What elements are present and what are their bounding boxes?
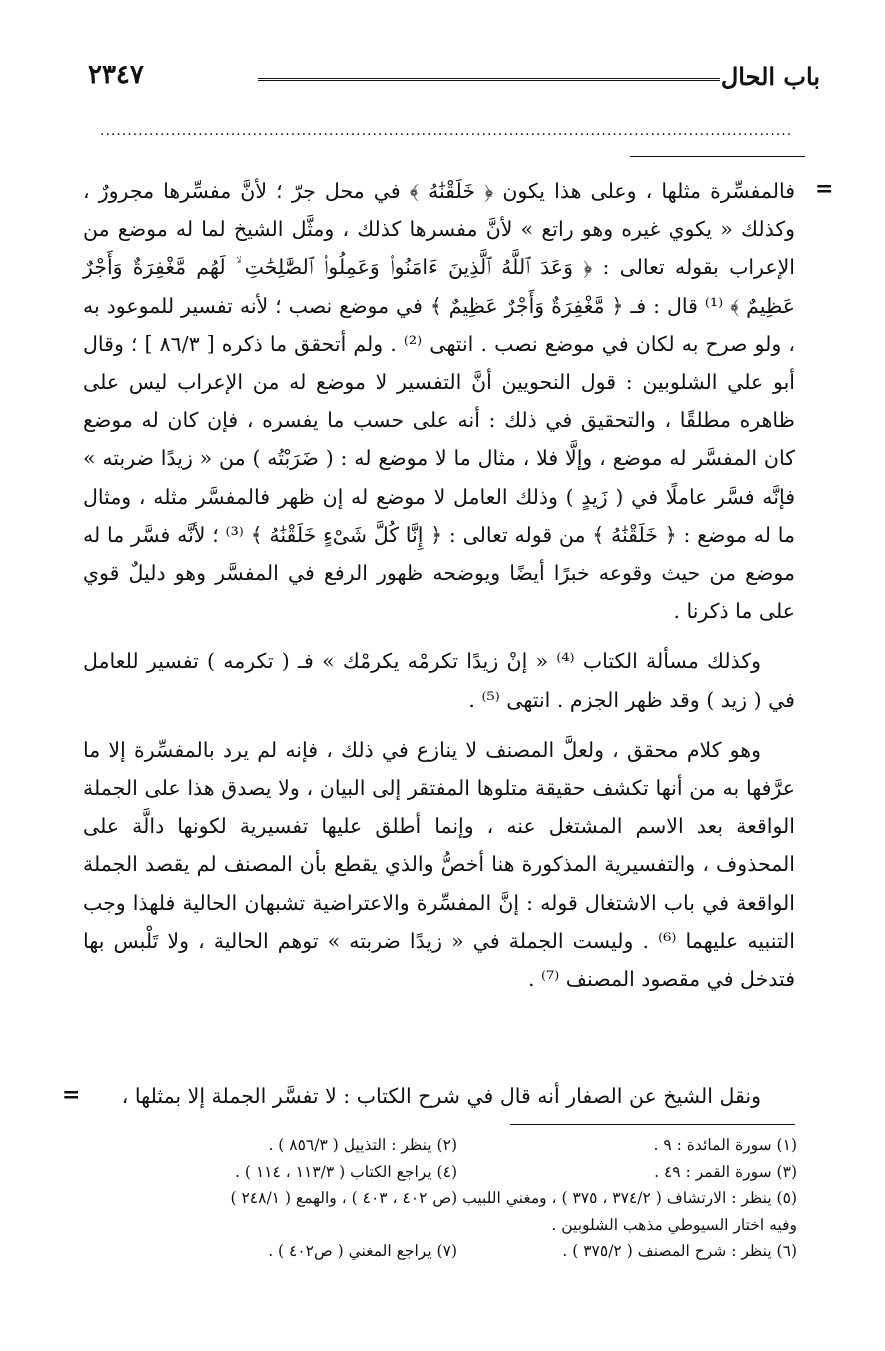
separator-rule xyxy=(630,156,805,157)
footnote-1: (١) سورة المائدة : ٩ . xyxy=(653,1136,797,1154)
footnotes xyxy=(85,1132,797,1265)
paragraph-4-first-line: ونقل الشيخ عن الصفار أنه قال في شرح الكتاب : لا تفسَّر الجملة إلا بمثلها ، xyxy=(121,1084,761,1108)
paragraph-2: وكذلك مسألة الكتاب ⁽⁴⁾ « إنْ زيدًا تكرمْه يكرمْك » فـ ( تكرمه ) تفسير للعامل في ( زيد ) وقد ظهر الجزم . انتهى ⁽⁵⁾ . xyxy=(83,649,795,712)
footnote-row xyxy=(85,1238,797,1265)
paragraph-3: وهو كلام محقق ، ولعلَّ المصنف لا ينازع في ذلك ، فإنه لم يرد بالمفسِّرة إلا ما عرَّفها به من أنها تكشف حقيقة متلوها المفتقر إلى البيان ، ولا يصدق هذا على الجملة الواقعة بعد الاسم المشتغل عنه ، وإنما أطلق عليها تفسيرية لكونها دالَّة على المحذوف ، والتفسيرية المذكورة هنا أخصُّ والذي يقطع بأن المصنف لم يقصد الجملة الواقعة في باب الاشتغال قوله : إنَّ المفسِّرة والاعتراضية تشبهان الحالية فلهذا وجب التنبيه عليهما ⁽⁶⁾ . وليست الجملة في « زيدًا ضربته » توهم الحالية ، ولا تَلْبس بها فتدخل في مقصود المصنف ⁽⁷⁾ . xyxy=(83,737,796,992)
footnote-5-line-2: وفيه اختار السيوطي مذهب الشلوبين . xyxy=(551,1215,797,1234)
dotted-separator: ............................................................................................................................... xyxy=(100,126,793,136)
page-number: ٢٣٤٧ xyxy=(88,60,144,90)
footnote-6: (٦) ينظر : شرح المصنف ( ٣٧٥/٢ ) . xyxy=(562,1242,797,1260)
continuation-mark-bottom: = xyxy=(62,1082,81,1108)
footnote-7: (٧) يراجع المغني ( ص٤٠٢ ) . xyxy=(268,1242,457,1260)
footnote-row xyxy=(85,1159,797,1186)
paragraph-1: فالمفسِّرة مثلها ، وعلى هذا يكون ﴿ خَلَقْنَٰهُ ﴾ في محل جرّ ؛ لأنَّ مفسِّرها مجرورٌ ، وكذلك « يكوي غيره وهو راتع » لأنَّ مفسرها كذلك ، ومثَّل الشيخ لما له موضع من الإعراب بقوله تعالى : ﴿ وَعَدَ ٱللَّهُ ٱلَّذِينَ ءَامَنُوا۟ وَعَمِلُوا۟ ٱلصَّٰلِحَٰتِ ۙ لَهُم مَّغْفِرَةٌ وَأَجْرٌ عَظِيمٌ ﴾ ⁽¹⁾ قال : فـ ﴿ مَّغْفِرَةٌ وَأَجْرٌ عَظِيمٌ ﴾ في موضع نصب ؛ لأنه تفسير للموعود به ، ولو صرح به لكان في موضع نصب . انتهى ⁽²⁾ . ولم أتحقق ما ذكره [ ٨٦/٣ ] ؛ وقال أبو علي الشلوبين : قول النحويين أنَّ التفسير لا موضع له من الإعراب ليس على ظاهره مطلقًا ، والتحقيق في ذلك : أنه على حسب ما يفسره ، فإن كان له موضع كان المفسَّر له موضع ، وإلَّا فلا ، مثال ما لا موضع له : ( ضَرَبْتُه ) من « زيدًا ضربته » فإنَّه فسَّر عاملًا في ( زَيدٍ ) وذلك العامل لا موضع له إن ظهر فالمفسَّر مثله ، ومثال ما له موضع : ﴿ خَلَقْنَٰهُ ﴾ من قوله تعالى : ﴿ إِنَّا كُلَّ شَىْءٍ خَلَقْنَٰهُ ﴾ ⁽³⁾ ؛ لأنَّه فسَّر ما له موضع من حيث وقوعه خبرًا أيضًا ويوضحه ظهور الرفع في المفسَّر وهو دليلٌ قوي على ما ذكرنا . xyxy=(83,179,795,624)
page-header xyxy=(88,58,820,94)
footnote-5-line-1: (٥) ينظر : الارتشاف ( ٣٧٤/٢ ، ٣٧٥ ) ، ومغني اللبيب (ص ٤٠٢ ، ٤٠٣ ) ، والهمع ( ٢٤٨/١ ) xyxy=(230,1189,797,1207)
footnote-row xyxy=(85,1132,797,1159)
footnote-rule xyxy=(510,1124,795,1125)
footnote-4: (٤) يراجع الكتاب ( ١١٣/٣ ، ١١٤ ) . xyxy=(235,1162,457,1181)
header-rule xyxy=(258,78,720,84)
chapter-title: باب الحال xyxy=(720,62,820,91)
footnote-3: (٣) سورة القمر : ٤٩ . xyxy=(654,1162,797,1181)
footnote-2: (٢) ينظر : التذييل ( ٨٥٦/٣ ) . xyxy=(268,1136,457,1154)
body-text xyxy=(83,172,795,998)
continuation-mark-top: = xyxy=(815,176,834,202)
